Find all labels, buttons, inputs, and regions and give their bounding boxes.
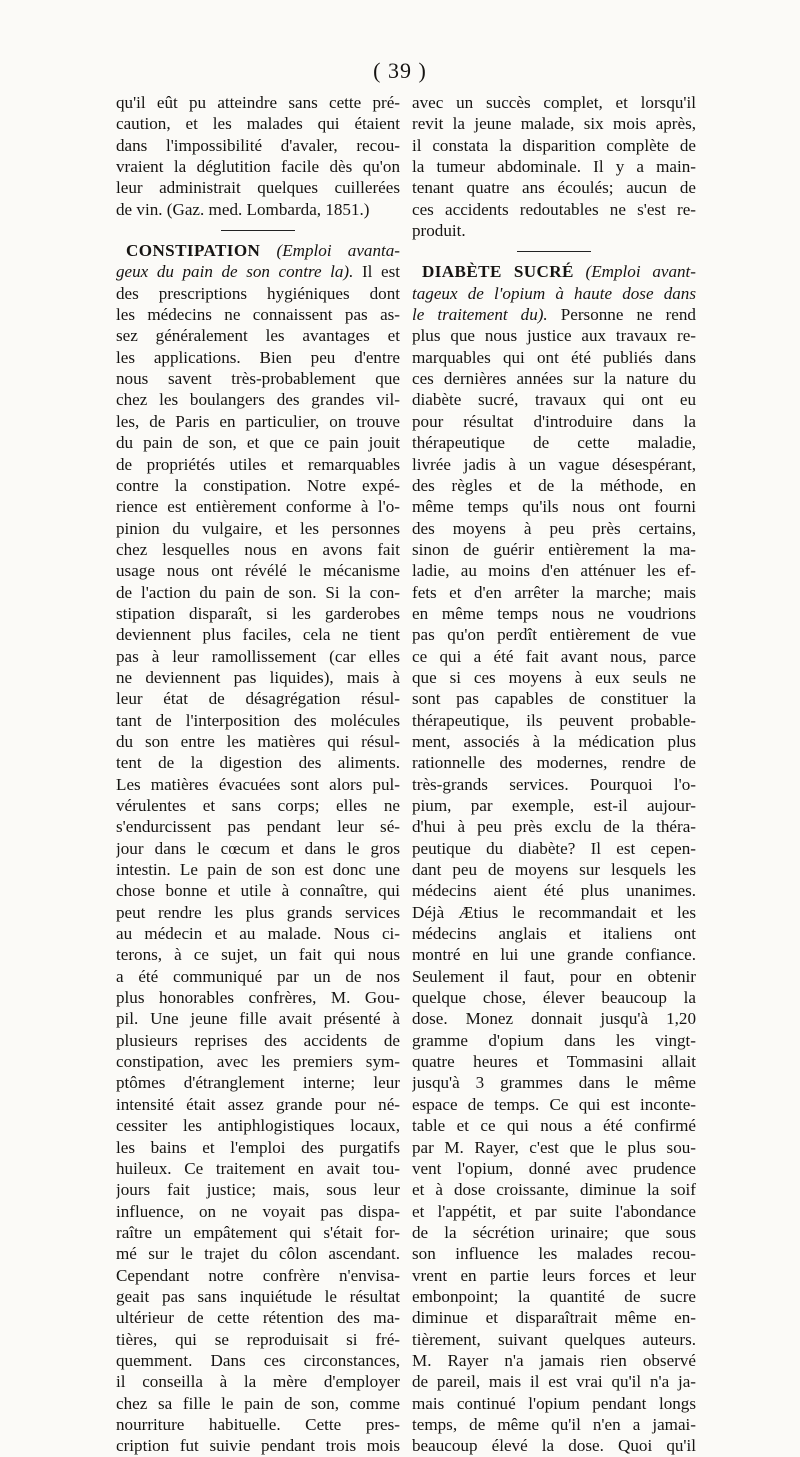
text-line: les médecins ne connaissent pas as- (116, 305, 400, 325)
text-line: plusieurs reprises des accidents de (116, 1030, 400, 1050)
text-line: table et ce qui nous a été confirmé (412, 1116, 696, 1136)
text-line: avec un succès complet, et lorsqu'il (412, 93, 696, 112)
entry-heading-line (116, 240, 400, 261)
entry-text: Personne ne rend (560, 305, 696, 325)
page-number: ( 39 ) (373, 58, 427, 83)
text-line: au médecin et au malade. Nous ci- (116, 924, 400, 944)
text-line: plus que nous justice aux travaux re- (412, 326, 696, 346)
text-line: en même temps nous ne voudrions (412, 603, 696, 623)
text-line: ces accidents redoutables ne s'est re- (412, 199, 696, 219)
text-line: ces dernières années sur la nature du (412, 369, 696, 389)
text-line: jours fait justice; mais, sous leur (116, 1180, 400, 1200)
text-line: de pareil, mais il est vrai qu'il n'a ja- (412, 1372, 696, 1392)
text-line: chez les boulangers des grandes vil- (116, 390, 400, 410)
text-line: Seulement il faut, pour en obtenir (412, 966, 696, 986)
text-line: diabète sucré, travaux qui ont eu (412, 390, 696, 410)
text-line: chez lesquelles nous en avons fait (116, 539, 400, 559)
text-line: ne deviennent pas liquides), mais à (116, 667, 400, 687)
text-line: dans l'impossibilité d'avaler, recou- (116, 135, 400, 155)
text-line: des règles et de la méthode, en (412, 475, 696, 495)
text-line: fets et d'en arrêter la marche; mais (412, 582, 696, 602)
text-line: sinon de guérir entièrement la ma- (412, 539, 696, 559)
text-line: usage nous ont révélé le mécanisme (116, 561, 400, 581)
text-line: par M. Rayer, c'est que le plus sou- (412, 1137, 696, 1157)
text-line: contre la constipation. Notre expé- (116, 475, 400, 495)
text-line: quatre heures et Tommasini allait (412, 1052, 696, 1072)
text-line: leur administrait quelques cuillerées (116, 178, 400, 198)
text-line: tièrement, suivant quelques auteurs. (412, 1329, 696, 1349)
text-line: marquables qui ont été publiés dans (412, 347, 696, 367)
text-line: revit la jeune malade, six mois après, (412, 114, 696, 134)
text-line: intestin. Le pain de son est donc une (116, 860, 400, 880)
text-line: Les matières évacuées sont alors pul- (116, 774, 400, 794)
text-line: stipation disparaît, si les garderobes (116, 603, 400, 623)
text-line: médecins anglais et italiens ont (412, 924, 696, 944)
entry-subtitle: (Emploi avanta- (276, 241, 400, 261)
text-line: produit. (412, 221, 466, 241)
entry-heading: DIABÈTE SUCRÉ (422, 262, 574, 282)
text-line: qu'il eût pu atteindre sans cette pré- (116, 93, 400, 112)
entry-subtitle-line (116, 261, 400, 282)
text-line: de vin. (Gaz. med. Lombarda, 1851.) (116, 199, 370, 219)
text-line: chez sa fille le pain de son, comme (116, 1393, 400, 1413)
text-line: il conseilla à la mère d'employer (116, 1372, 400, 1392)
text-line: leur état de désagrégation résul- (116, 689, 400, 709)
text-line: très-grands services. Pourquoi l'o- (412, 774, 696, 794)
text-line: vérulentes et sans corps; elles ne (116, 796, 400, 815)
text-line: des moyens à peu près certains, (412, 518, 696, 538)
text-line: cessiter les antiphlogistiques locaux, (116, 1116, 400, 1136)
text-line: quemment. Dans ces circonstances, (116, 1350, 400, 1370)
text-line: son influence les malades recou- (412, 1244, 696, 1264)
text-line: raître un empâtement qui s'était for- (116, 1222, 400, 1242)
text-line: a été communiqué par un de nos (116, 966, 400, 986)
text-line: plus honorables confrères, M. Gou- (116, 988, 400, 1008)
text-line: les, de Paris en particulier, on trouve (116, 411, 400, 431)
text-line: gramme d'opium dans les vingt- (412, 1030, 696, 1050)
text-line: des prescriptions hygiéniques dont (116, 283, 400, 303)
text-line: et l'appétit, et par suite l'abondance (412, 1201, 696, 1221)
text-line: d'hui à peu près exclu de la théra- (412, 817, 696, 837)
entry-subtitle-line: tageux de l'opium à haute dose dans (412, 283, 696, 303)
text-line: mais continué l'opium pendant longs (412, 1393, 696, 1413)
text-line: temps, de même qu'il n'en a jamai- (412, 1414, 696, 1434)
text-line: M. Rayer n'a jamais rien observé (412, 1350, 696, 1370)
text-line: ptômes d'étranglement interne; leur (116, 1073, 400, 1093)
text-line: ladie, au moins d'en atténuer les ef- (412, 561, 696, 581)
text-line: huileux. Ce traitement en avait tou- (116, 1158, 400, 1178)
text-line: diminue et disparaîtrait même en- (412, 1308, 696, 1328)
text-line: la tumeur abdominale. Il y a main- (412, 157, 696, 177)
text-line: nourriture habituelle. Cette pres- (116, 1414, 400, 1434)
text-line: même temps qu'ils nous ont fourni (412, 497, 696, 517)
text-line: de l'action du pain de son. Si la con- (116, 582, 400, 602)
text-line: chose bonne et utile à connaître, qui (116, 881, 400, 901)
text-line: montré en lui une grande confiance. (412, 945, 696, 965)
text-line: espace de temps. Ce qui est inconte- (412, 1094, 696, 1114)
text-line: vraient la déglutition facile dès qu'on (116, 157, 400, 177)
text-line: les applications. Bien peu d'entre (116, 347, 400, 367)
text-line: Cependant notre confrère n'envisa- (116, 1265, 400, 1285)
text-line: tières, qui se reproduisait si fré- (116, 1329, 400, 1349)
text-line: thérapeutique de cette maladie, (412, 433, 696, 453)
text-line: beaucoup élevé la dose. Quoi qu'il (412, 1436, 696, 1456)
text-line: terons, à ce sujet, un fait qui nous (116, 945, 400, 965)
text-line: rationnelle des modernes, rendre de (412, 753, 696, 773)
section-divider (221, 230, 295, 231)
text-line: pinion du vulgaire, et les personnes (116, 518, 400, 538)
text-line: sez généralement les avantages et (116, 326, 400, 346)
text-line: rience est entièrement conforme à l'o- (116, 497, 400, 517)
text-line: les bains et l'emploi des purgatifs (116, 1137, 400, 1157)
text-line: pas qu'on perdît entièrement de vue (412, 625, 696, 645)
entry-heading-line (412, 261, 696, 282)
text-line: deviennent plus faciles, cela ne tient (116, 625, 400, 645)
text-line: tent de la digestion des aliments. (116, 753, 400, 773)
text-line: quelque chose, élever beaucoup la (412, 988, 696, 1008)
text-line: que si ces moyens à eux seuls ne (412, 667, 696, 687)
text-line: nous savent très-probablement que (116, 369, 400, 389)
text-line: de la sécrétion urinaire; que sous (412, 1222, 696, 1242)
text-line: et à dose croissante, diminue la soif (412, 1180, 696, 1200)
text-line: mé sur le trajet du côlon ascendant. (116, 1244, 400, 1264)
text-line: sont pas capables de constituer la (412, 689, 696, 709)
text-line: Déjà Ætius le recommandait et les (412, 902, 696, 922)
text-line: ce qui a été fait avant nous, parce (412, 646, 696, 666)
text-line: tenant quatre ans écoulés; aucun de (412, 178, 696, 198)
text-line: pour résultat d'introduire dans la (412, 411, 696, 431)
text-line: tant de l'interposition des molécules (116, 710, 400, 730)
text-line: pas à leur ramollissement (car elles (116, 646, 400, 666)
right-column (412, 92, 696, 1457)
entry-subtitle-line (412, 304, 696, 325)
entry-heading: CONSTIPATION (126, 241, 261, 261)
left-column (116, 92, 400, 1457)
text-line: jusqu'à 3 grammes dans le même (412, 1073, 696, 1093)
entry-text: Il est (361, 262, 400, 282)
text-line: vent l'opium, donné avec prudence (412, 1158, 696, 1178)
text-line: cription fut suivie pendant trois mois (116, 1436, 400, 1456)
text-line: geait pas sans inquiétude le résultat (116, 1286, 400, 1306)
text-line: dant peu de moyens sur lesquels les (412, 860, 696, 880)
text-line: caution, et les malades qui étaient (116, 114, 400, 134)
text-line: constipation, avec les premiers sym- (116, 1052, 400, 1072)
text-line: du son entre les matières qui résul- (116, 731, 400, 751)
text-line: ment, associés à la médication plus (412, 731, 696, 751)
text-line: ultérieur de cette rétention des ma- (116, 1308, 400, 1328)
entry-subtitle: (Emploi avant- (585, 262, 696, 282)
text-line: peut rendre les plus grands services (116, 902, 400, 922)
text-line: vrent en partie leurs forces et leur (412, 1265, 696, 1285)
text-line: jour dans le cœcum et dans le gros (116, 838, 400, 858)
text-line: dose. Monez donnait jusqu'à 1,20 (412, 1009, 696, 1029)
text-line: livrée jadis à un vague désespérant, (412, 454, 696, 474)
text-line: s'endurcissent pas pendant leur sé- (116, 817, 400, 837)
text-line: peutique du diabète? Il est cepen- (412, 838, 696, 858)
section-divider (517, 251, 591, 252)
text-line: il constata la disparition complète de (412, 135, 696, 155)
text-line: pium, par exemple, est-il aujour- (412, 796, 696, 815)
text-line: de propriétés utiles et remarquables (116, 454, 400, 474)
text-line: médecins aient été plus unanimes. (412, 881, 696, 901)
text-line: pil. Une jeune fille avait présenté à (116, 1009, 400, 1029)
text-line: du pain de son, et que ce pain jouit (116, 433, 400, 453)
text-line: embonpoint; la quantité de sucre (412, 1286, 696, 1306)
text-line: influence, on ne voyait pas dispa- (116, 1201, 400, 1221)
entry-subtitle: geux du pain de son contre la). (116, 262, 354, 282)
entry-subtitle: le traitement du). (412, 305, 548, 325)
text-line: intensité était assez grande pour né- (116, 1094, 400, 1114)
text-line: thérapeutique, ils peuvent probable- (412, 710, 696, 730)
